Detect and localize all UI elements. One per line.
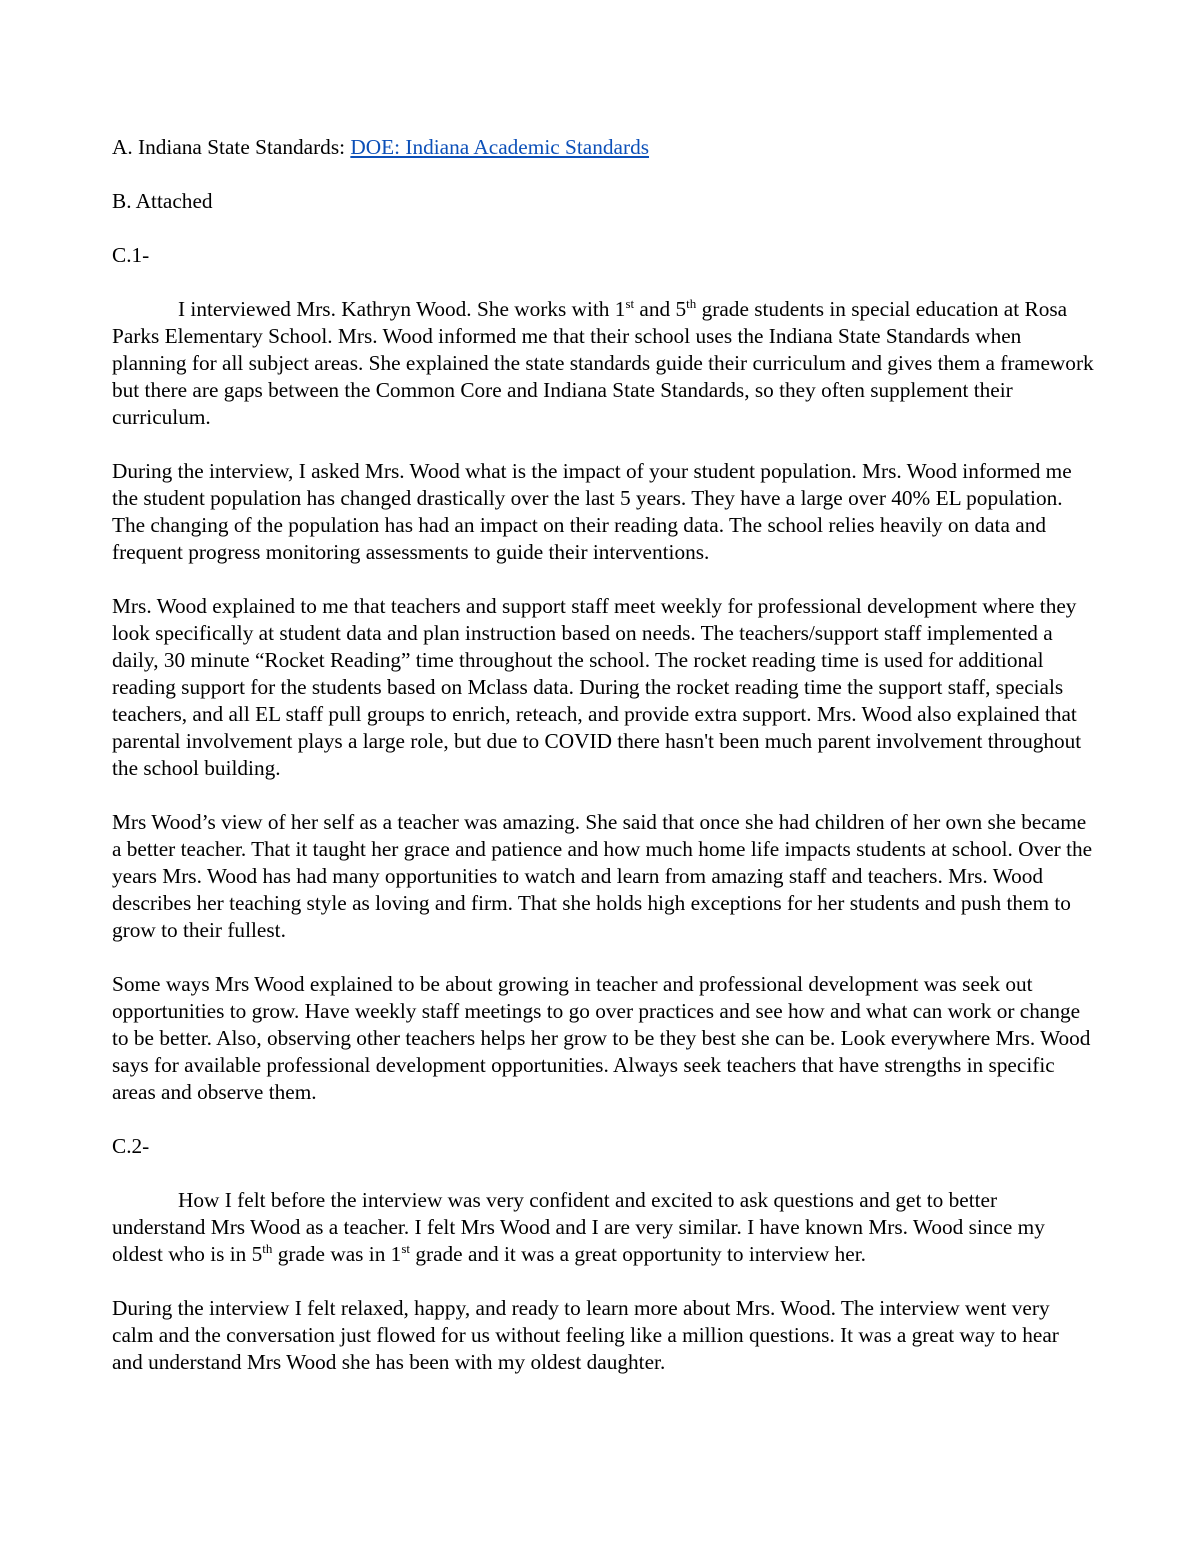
document-body: [112, 134, 1094, 1376]
c2-paragraph-2: During the interview I felt relaxed, happy, and ready to learn more about Mrs. Wood. The interview went very calm and the conversation just flowed for us without feeling like a million questions. It was a great way to hear and understand Mrs Wood she has been with my oldest daughter.: [112, 1296, 1059, 1374]
c1-p1-text-a: I interviewed Mrs. Kathryn Wood. She works with 1: [178, 297, 626, 321]
c1-p1-superscript-2: th: [686, 296, 697, 312]
c2-p1-text-b: grade was in 1: [272, 1242, 402, 1266]
section-a-label: A. Indiana State Standards:: [112, 135, 351, 159]
c2-p1-superscript-2: st: [401, 1241, 410, 1257]
section-c2-heading: C.2-: [112, 1134, 150, 1158]
section-b-line: B. Attached: [112, 189, 213, 213]
c1-p1-text-c: grade students in special education at Rosa Parks Elementary School. Mrs. Wood informed me that their school uses the Indiana State Standards when planning for all subject areas. She explained the state standards guide their curriculum and gives them a framework but there are gaps between the Common Core and Indiana State Standards, so they often supplement their curriculum.: [112, 297, 1094, 429]
c1-paragraph-5: Some ways Mrs Wood explained to be about growing in teacher and professional development was seek out opportunities to grow. Have weekly staff meetings to go over practices and see how and what can work or change to be better. Also, observing other teachers helps her grow to be they best she can be. Look everywhere Mrs. Wood says for available professional development opportunities. Always seek teachers that have strengths in specific areas and observe them.: [112, 972, 1091, 1104]
c1-p1-superscript-1: st: [625, 296, 635, 312]
c2-p1-text-c: grade and it was a great opportunity to interview her.: [410, 1242, 866, 1266]
c1-paragraph-3: Mrs. Wood explained to me that teachers and support staff meet weekly for professional development where they look specifically at student data and plan instruction based on needs. The teachers/support staff implemented a daily, 30 minute “Rocket Reading” time throughout the school. The rocket reading time is used for additional reading support for the students based on Mclass data. During the rocket reading time the support staff, specials teachers, and all EL staff pull groups to enrich, reteach, and provide extra support. Mrs. Wood also explained that parental involvement plays a large role, but due to COVID there hasn't been much parent involvement throughout the school building.: [112, 594, 1082, 780]
c2-p1-text-a: How I felt before the interview was very confident and excited to ask questions and get to better understand Mrs Wood as a teacher. I felt Mrs Wood and I are very similar. I have known Mrs. Wood since my oldest who is in 5: [112, 1188, 1045, 1266]
c1-paragraph-2: During the interview, I asked Mrs. Wood what is the impact of your student population. Mrs. Wood informed me the student population has changed drastically over the last 5 years. They have a large over 40% EL population. The changing of the population has had an impact on their reading data. The school relies heavily on data and frequent progress monitoring assessments to guide their interventions.: [112, 459, 1072, 564]
c1-paragraph-1: [112, 296, 1094, 431]
section-a-line: [112, 134, 1094, 161]
c1-p1-text-b: and 5: [634, 297, 687, 321]
c2-paragraph-1: [112, 1187, 1094, 1268]
indiana-standards-link[interactable]: DOE: Indiana Academic Standards: [350, 135, 650, 159]
section-c1-heading: C.1-: [112, 243, 150, 267]
c1-paragraph-4: Mrs Wood’s view of her self as a teacher was amazing. She said that once she had children of her own she became a better teacher. That it taught her grace and patience and how much home life impacts students at school. Over the years Mrs. Wood has had many opportunities to watch and learn from amazing staff and teachers. Mrs. Wood describes her teaching style as loving and firm. That she holds high exceptions for her students and push them to grow to their fullest.: [112, 810, 1093, 942]
c2-p1-superscript-1: th: [262, 1241, 273, 1257]
